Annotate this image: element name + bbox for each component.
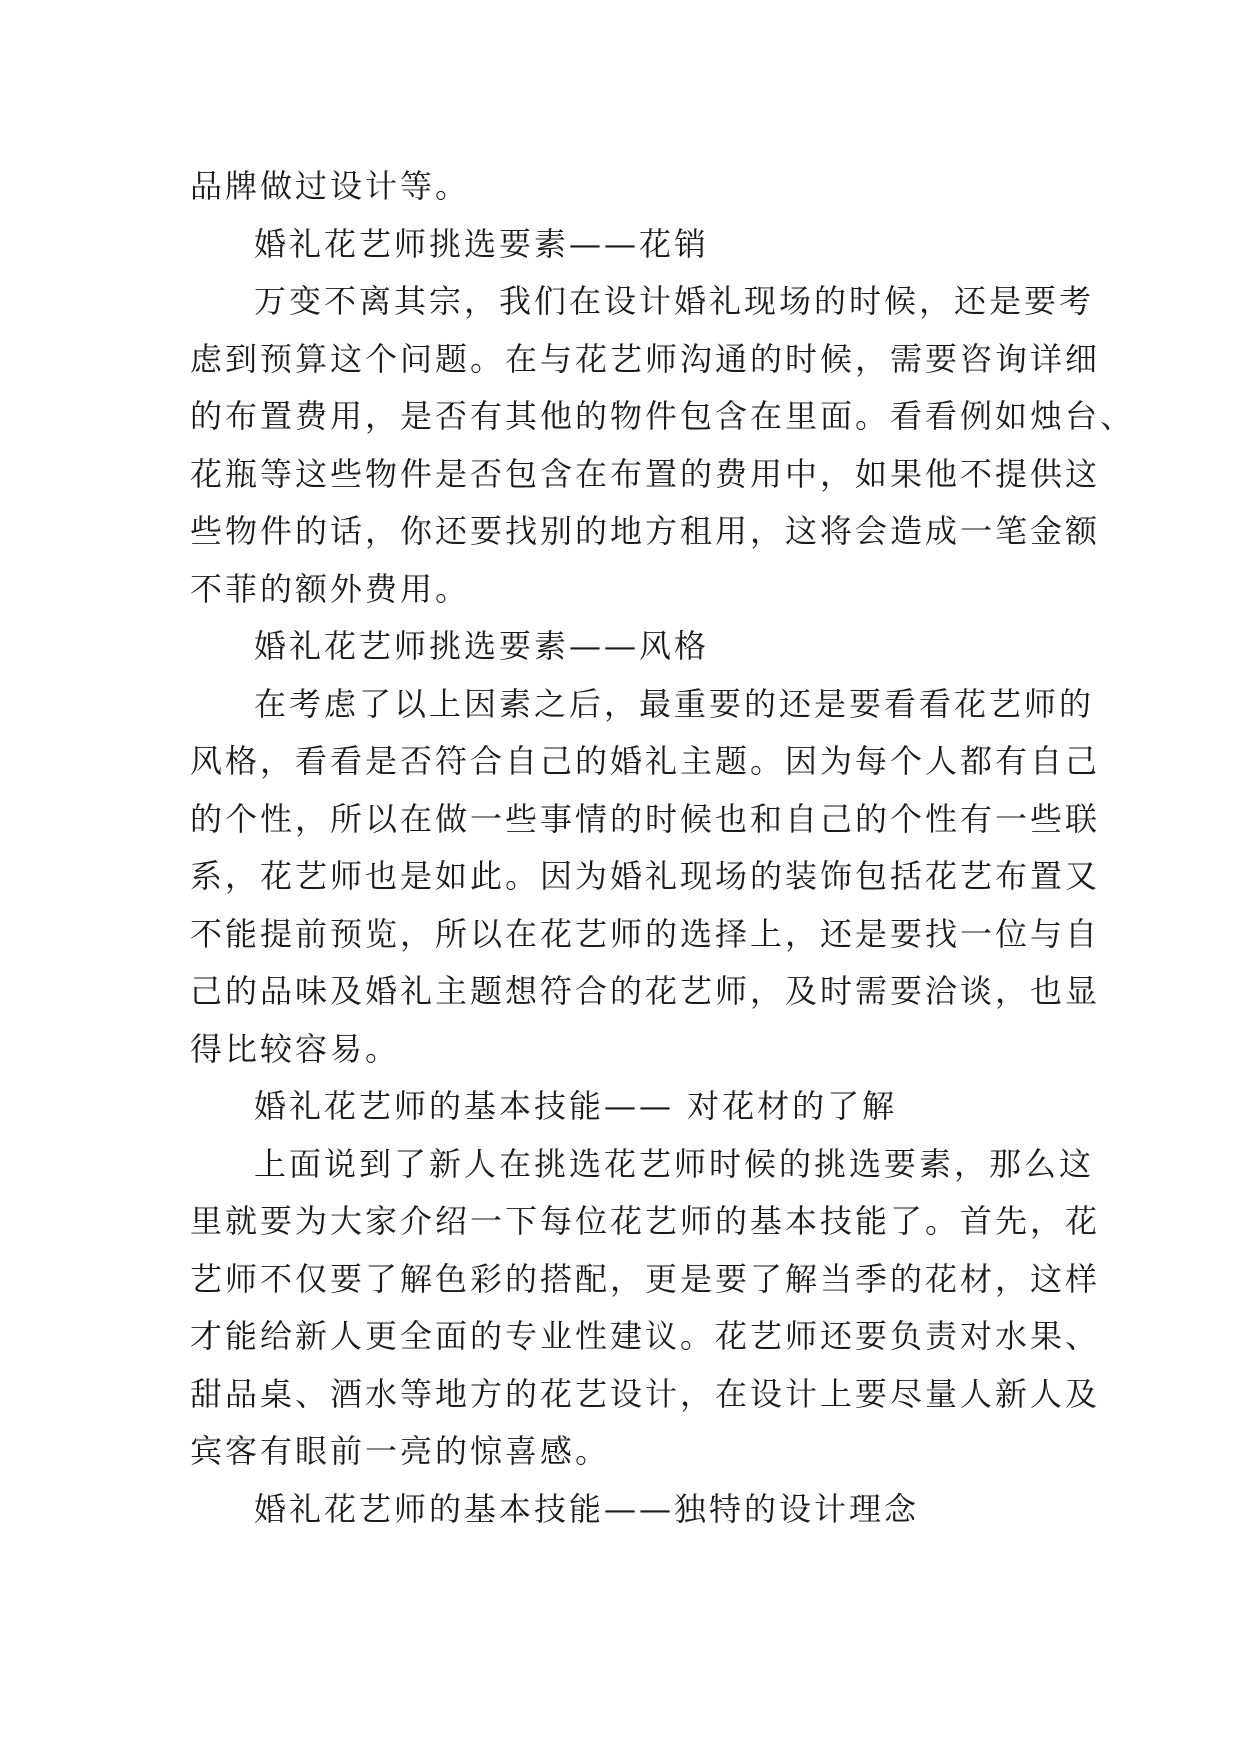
text-line: 里就要为大家介绍一下每位花艺师的基本技能了。首先，花 [190, 1202, 1101, 1240]
text-line: 花瓶等这些物件是否包含在布置的费用中，如果他不提供这 [190, 454, 1101, 493]
text-line: 品牌做过设计等。 [190, 167, 471, 205]
text-line: 在考虑了以上因素之后，最重要的还是要看看花艺师的 [254, 684, 1095, 723]
section-heading: 婚礼花艺师的基本技能—— 对花材的了解 [254, 1087, 898, 1125]
section-heading: 婚礼花艺师的基本技能——独特的设计理念 [254, 1489, 920, 1528]
text-line: 宾客有眼前一亮的惊喜感。 [190, 1432, 611, 1470]
text-line: 系，花艺师也是如此。因为婚礼现场的装饰包括花艺布置又 [190, 857, 1101, 895]
text-line: 些物件的话，你还要找别的地方租用，这将会造成一笔金额 [190, 512, 1101, 550]
text-line: 的个性，所以在做一些事情的时候也和自己的个性有一些联 [190, 799, 1101, 838]
text-line: 万变不离其宗，我们在设计婚礼现场的时候，还是要考 [254, 282, 1095, 320]
text-line: 虑到预算这个问题。在与花艺师沟通的时候，需要咨询详细 [190, 339, 1101, 378]
text-line: 甜品桌、酒水等地方的花艺设计，在设计上要尽量人新人及 [190, 1374, 1101, 1413]
text-line: 上面说到了新人在挑选花艺师时候的挑选要素，那么这 [254, 1144, 1095, 1183]
section-heading: 婚礼花艺师挑选要素——花销 [254, 224, 710, 263]
text-line: 己的品味及婚礼主题想符合的花艺师，及时需要洽谈，也显 [190, 972, 1101, 1010]
text-line: 不能提前预览，所以在花艺师的选择上，还是要找一位与自 [190, 914, 1101, 953]
section-heading: 婚礼花艺师挑选要素——风格 [254, 627, 710, 665]
text-line: 才能给新人更全面的专业性建议。花艺师还要负责对水果、 [190, 1317, 1101, 1355]
text-line: 的布置费用，是否有其他的物件包含在里面。看看例如烛台、 [190, 397, 1136, 435]
document-body [190, 158, 1136, 1538]
text-line: 风格，看看是否符合自己的婚礼主题。因为每个人都有自己 [190, 742, 1101, 780]
text-line: 艺师不仅要了解色彩的搭配，更是要了解当季的花材，这样 [190, 1259, 1101, 1298]
text-line: 得比较容易。 [190, 1029, 401, 1068]
text-line: 不菲的额外费用。 [190, 569, 471, 608]
